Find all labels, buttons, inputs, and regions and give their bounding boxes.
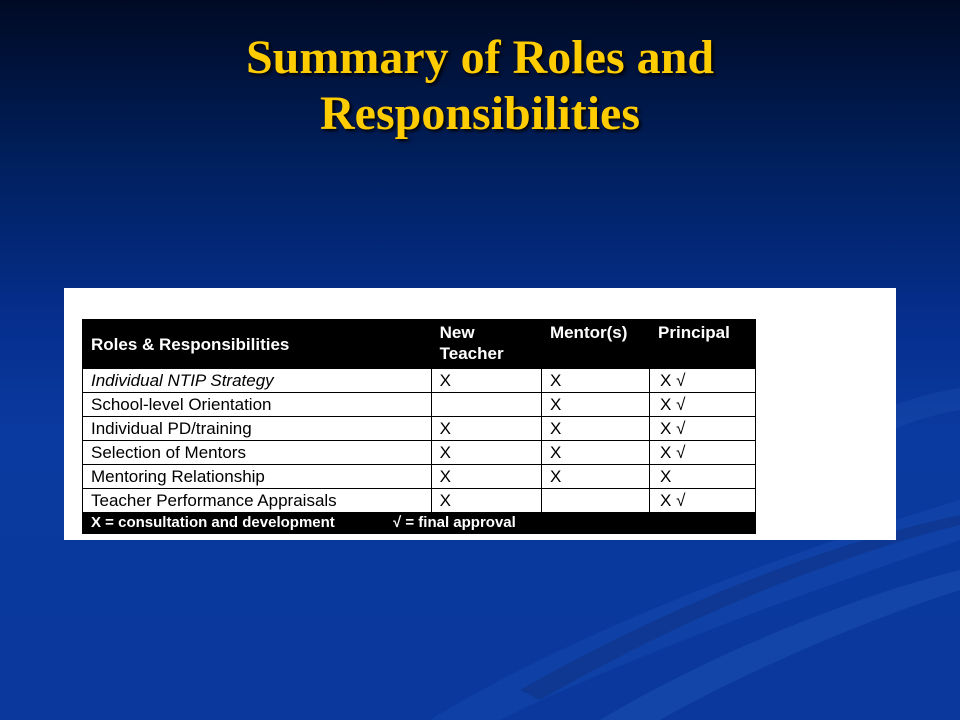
new-teacher-cell [431, 393, 541, 417]
table-row [83, 465, 756, 489]
mentors-cell: X [541, 441, 649, 465]
mentors-cell: X [541, 417, 649, 441]
mentors-cell: X [541, 369, 649, 393]
new-teacher-cell: X [431, 465, 541, 489]
role-cell: Individual NTIP Strategy [83, 369, 432, 393]
table-row [83, 393, 756, 417]
table-row [83, 369, 756, 393]
principal-cell: X [650, 465, 756, 489]
mentors-cell: X [541, 393, 649, 417]
role-cell: Mentoring Relationship [83, 465, 432, 489]
principal-cell: X √ [650, 393, 756, 417]
header-mentors: Mentor(s) [541, 320, 649, 369]
mentors-cell [541, 489, 649, 513]
role-cell: Selection of Mentors [83, 441, 432, 465]
table-row [83, 441, 756, 465]
legend-consultation: X = consultation and development [91, 514, 335, 531]
header-principal: Principal [650, 320, 756, 369]
principal-cell: X √ [650, 489, 756, 513]
roles-responsibilities-table [82, 319, 756, 534]
principal-cell: X √ [650, 441, 756, 465]
principal-cell: X √ [650, 417, 756, 441]
role-cell: School-level Orientation [83, 393, 432, 417]
slide-title-line-2: Responsibilities [319, 87, 641, 140]
mentors-cell: X [541, 465, 649, 489]
role-cell: Teacher Performance Appraisals [83, 489, 432, 513]
legend-cell [83, 513, 756, 534]
header-new-teacher: New Teacher [431, 320, 541, 369]
new-teacher-cell: X [431, 369, 541, 393]
new-teacher-cell: X [431, 489, 541, 513]
slide-title-line-1: Summary of Roles and [245, 31, 715, 84]
table-legend-row [83, 513, 756, 534]
roles-table-panel [64, 288, 896, 540]
role-cell: Individual PD/training [83, 417, 432, 441]
table-row [83, 489, 756, 513]
table-header-row [83, 320, 756, 369]
header-roles: Roles & Responsibilities [83, 320, 432, 369]
new-teacher-cell: X [431, 417, 541, 441]
table-row [83, 417, 756, 441]
new-teacher-cell: X [431, 441, 541, 465]
principal-cell: X √ [650, 369, 756, 393]
slide-title [0, 30, 960, 142]
legend-final-approval: √ = final approval [392, 514, 516, 531]
